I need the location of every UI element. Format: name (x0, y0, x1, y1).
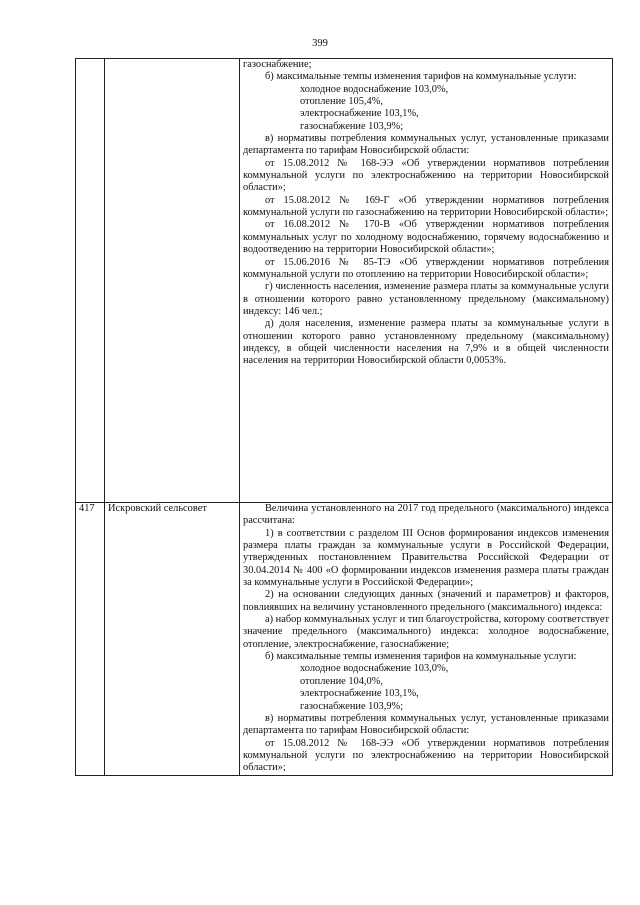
paragraph: газоснабжение; (243, 59, 312, 70)
row-number (76, 59, 105, 503)
table-row (76, 59, 613, 503)
paragraph: отопление 105,4%, (300, 96, 383, 108)
page-number: 399 (312, 38, 328, 49)
paragraph: 2) на основании следующих данных (значений и параметров) и факторов, повлиявших на величину установленного предельного (максимального) индекса: (243, 589, 609, 613)
paragraph: от 15.06.2016 № 85-ТЭ «Об утверждении нормативов потребления коммунальной услуги по отоплению на территории Новосибирской области»; (243, 256, 609, 280)
index-description (240, 503, 613, 776)
municipality-name (105, 59, 240, 503)
paragraph: б) максимальные темпы изменения тарифов на коммунальные услуги: (265, 651, 577, 663)
row-number: 417 (76, 503, 105, 776)
paragraph: холодное водоснабжение 103,0%, (300, 663, 449, 675)
index-description (240, 59, 613, 503)
paragraph: д) доля населения, изменение размера платы за коммунальные услуги в отношении которого равно установленному предельному (максимальному) индексу, в общей численности населения на 7,9% и в общей численности населения на территории Новосибирской области 0,0053%. (243, 318, 609, 367)
paragraph: 1) в соответствии с разделом III Основ формирования индексов изменения размера платы граждан за коммунальные услуги в Российской Федерации, утвержденных постановлением Правительства Российской Федерации от 30.04.2014 № 400 «О формировании индексов изменения размера платы граждан за коммунальные услуги в Российской Федерации»; (243, 527, 609, 589)
paragraph: электроснабжение 103,1%, (300, 108, 419, 120)
paragraph: от 15.08.2012 № 168-ЭЭ «Об утверждении нормативов потребления коммунальной услуги по электроснабжению на территории Новосибирской области»; (243, 737, 609, 774)
paragraph: а) набор коммунальных услуг и тип благоустройства, которому соответствует значение предельного (максимального) индекса: холодное водоснабжение, отопление, электроснабжение, газоснабжение; (243, 614, 609, 650)
paragraph: от 15.08.2012 № 168-ЭЭ «Об утверждении нормативов потребления коммунальной услуги по электроснабжению на территории Новосибирской области»; (243, 157, 609, 194)
paragraph: от 16.08.2012 № 170-В «Об утверждении нормативов потребления коммунальных услуг по холодному водоснабжению, горячему водоснабжению и водоотведению на территории Новосибирской области»; (243, 219, 609, 256)
paragraph: в) нормативы потребления коммунальных услуг, установленные приказами департамента по тарифам Новосибирской области: (243, 712, 609, 737)
municipality-name: Искровский сельсовет (105, 503, 240, 776)
paragraph: от 15.08.2012 № 169-Г «Об утверждении нормативов потребления коммунальной услуги по газоснабжению на территории Новосибирской области»; (243, 194, 609, 219)
paragraph: отопление 104,0%, (300, 675, 383, 687)
paragraph: газоснабжение 103,9%; (300, 120, 404, 132)
table-row (76, 503, 613, 776)
paragraph: в) нормативы потребления коммунальных услуг, установленные приказами департамента по тарифам Новосибирской области: (243, 133, 609, 157)
paragraph: электроснабжение 103,1%, (300, 688, 419, 700)
paragraph: б) максимальные темпы изменения тарифов на коммунальные услуги: (265, 71, 577, 83)
paragraph: Величина установленного на 2017 год предельного (максимального) индекса рассчитана: (243, 503, 609, 527)
tariff-table (75, 58, 613, 776)
paragraph: г) численность населения, изменение размера платы за коммунальные услуги в отношении которого равно установленному предельному (максимальному) индексу: 146 чел.; (243, 281, 609, 317)
paragraph: газоснабжение 103,9%; (300, 700, 404, 712)
paragraph: холодное водоснабжение 103,0%, (300, 83, 449, 95)
